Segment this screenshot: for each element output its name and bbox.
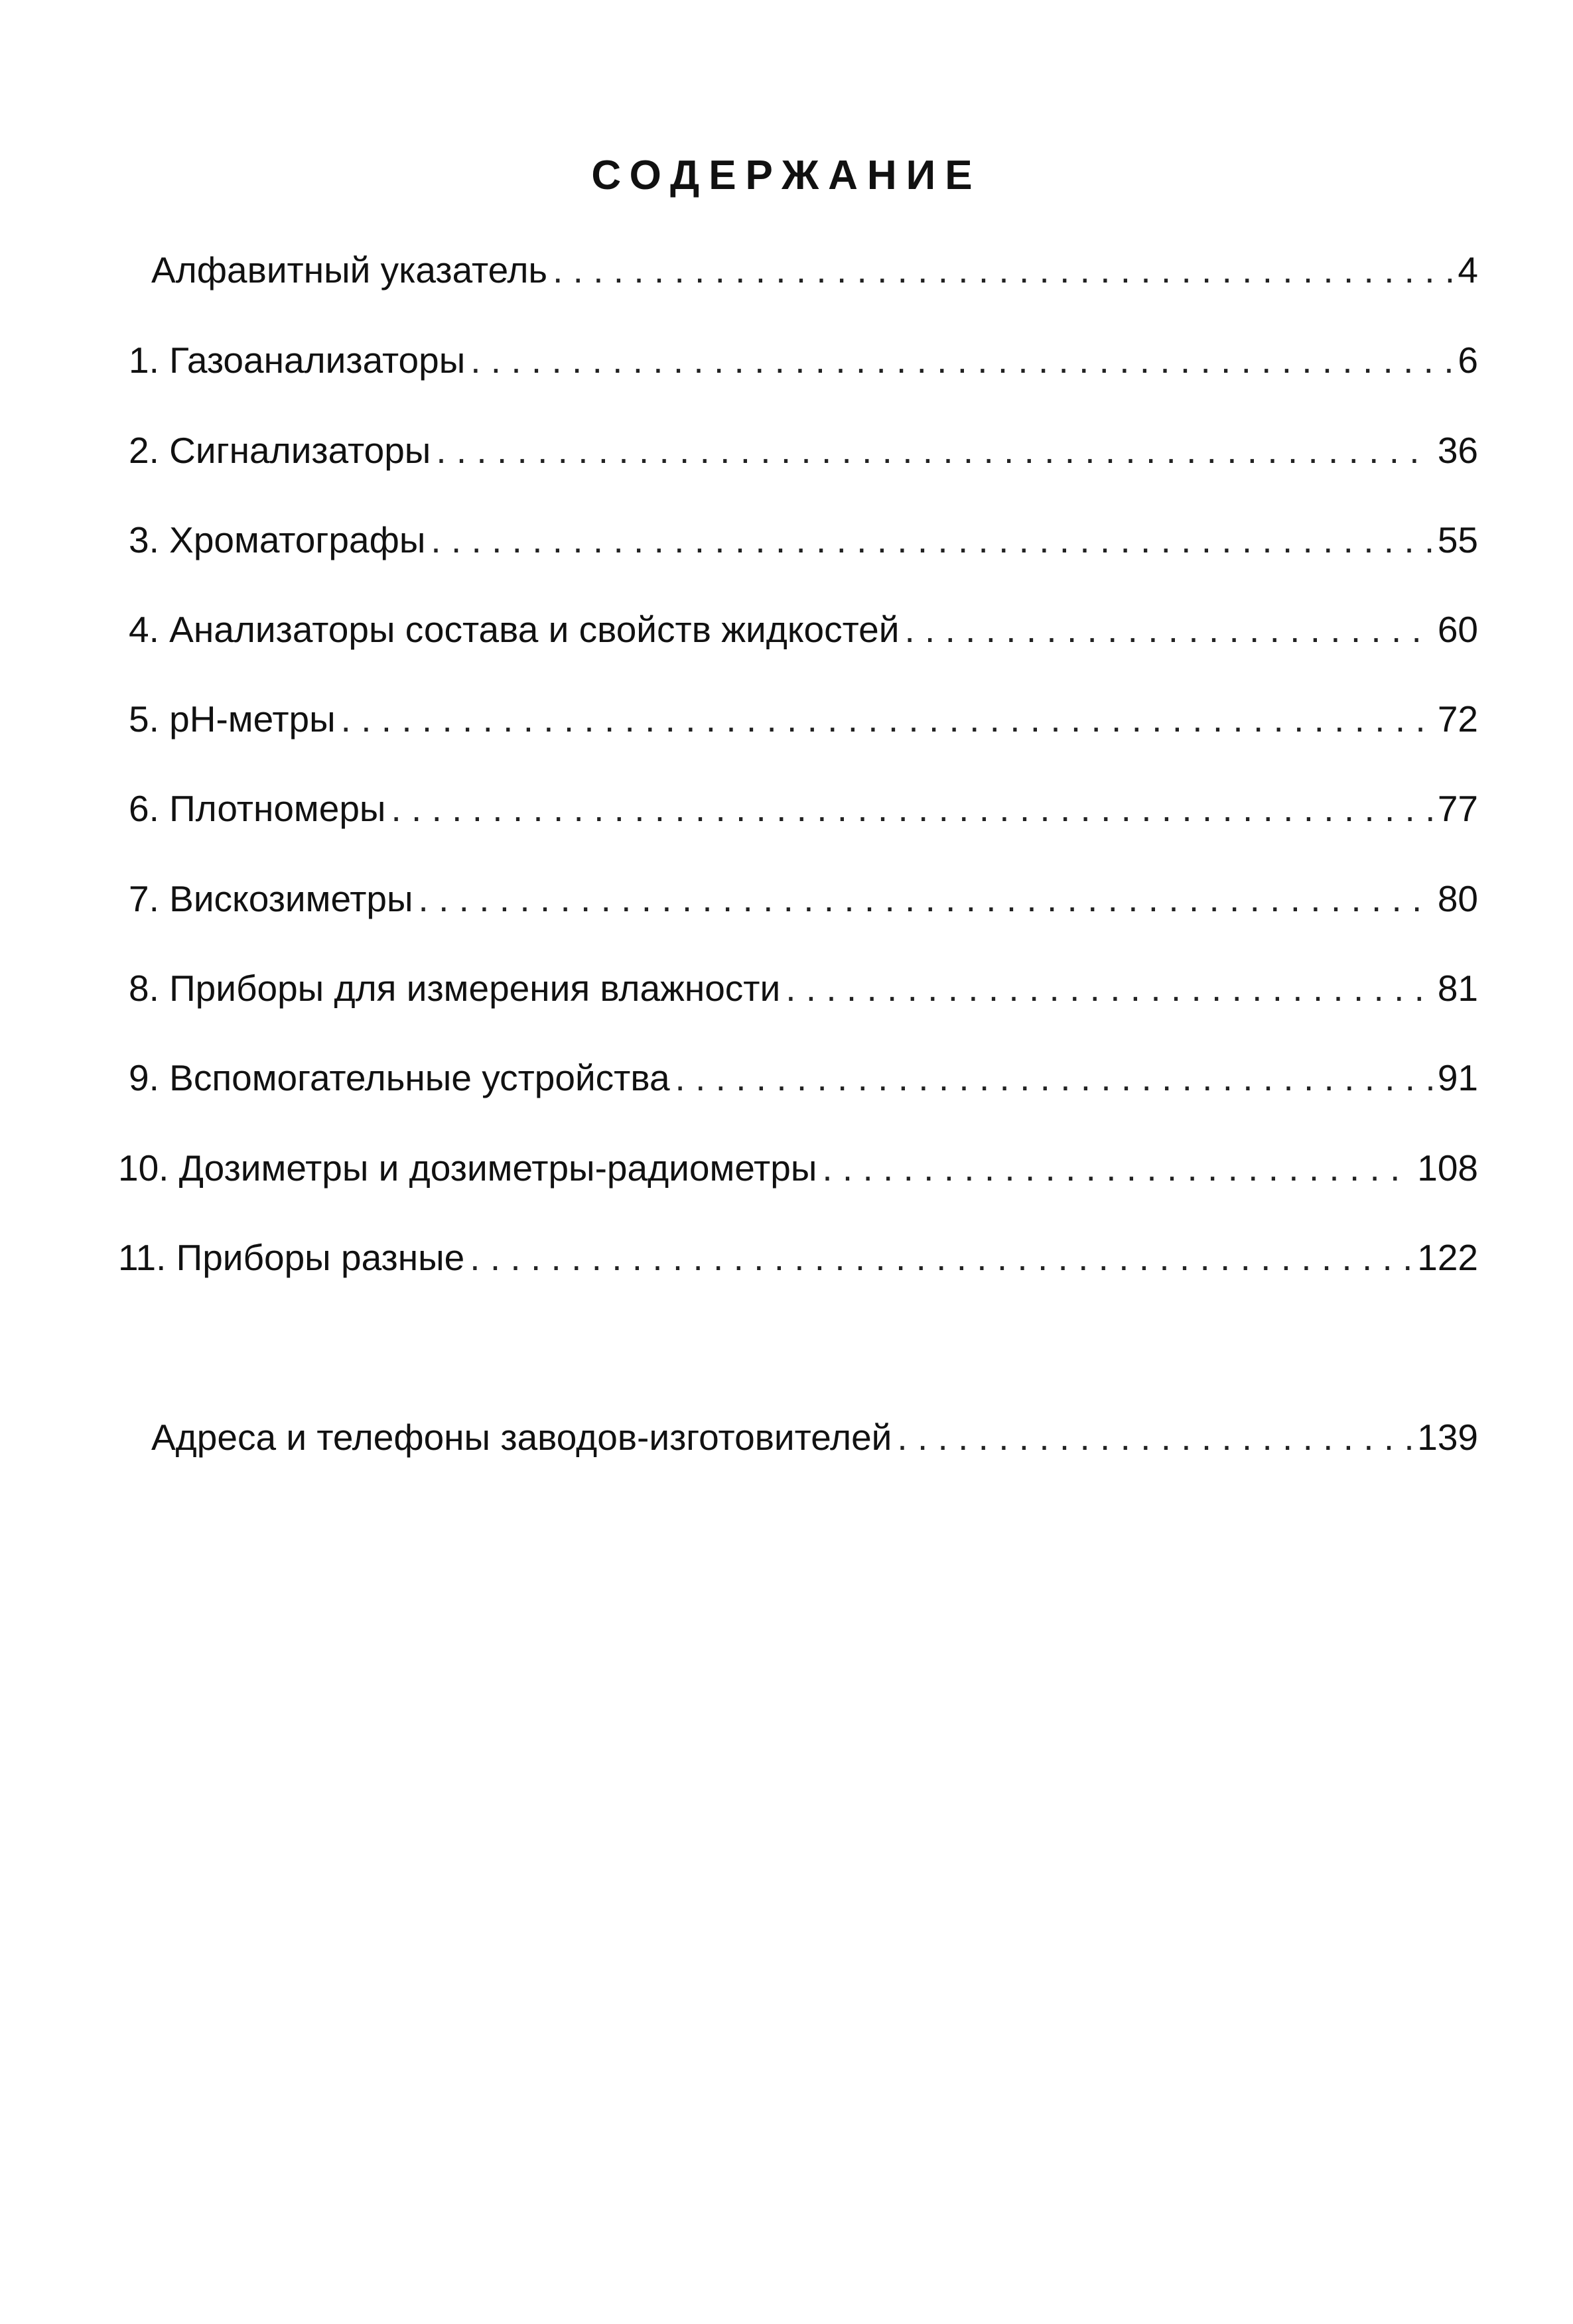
dot-leader: [786, 965, 1432, 1011]
dot-leader: [470, 337, 1452, 383]
toc-entry-label: 8. Приборы для измерения влажности: [129, 968, 781, 1009]
toc-entry-page: 108: [1417, 1147, 1478, 1189]
toc-entry-page: 77: [1437, 788, 1478, 829]
toc-entry-label: 1. Газоанализаторы: [129, 340, 466, 381]
toc-entry-page: 4: [1458, 249, 1478, 290]
dot-leader: [431, 517, 1432, 563]
toc-entry-label: 11. Приборы разные: [118, 1237, 465, 1278]
dot-leader: [470, 1234, 1412, 1281]
page-title: СОДЕРЖАНИЕ: [591, 153, 982, 198]
dot-leader: [897, 1414, 1412, 1460]
toc-entry-10[interactable]: [118, 1145, 1478, 1191]
toc-entry-7[interactable]: [129, 875, 1478, 922]
toc-entry-2[interactable]: [129, 427, 1478, 474]
toc-entry-6[interactable]: [129, 785, 1478, 832]
toc-entry-label: 9. Вспомогательные устройства: [129, 1057, 670, 1098]
toc-entry-page: 6: [1458, 340, 1478, 381]
toc-entry-11[interactable]: [118, 1234, 1478, 1281]
dot-leader: [822, 1145, 1412, 1191]
toc-entry-label: 10. Дозиметры и дозиметры-радиометры: [118, 1147, 817, 1189]
toc-entry-9[interactable]: [129, 1055, 1478, 1101]
toc-entry-page: 139: [1417, 1417, 1478, 1458]
toc-entry-label: 7. Вискозиметры: [129, 878, 413, 919]
toc-entry-page: 36: [1437, 430, 1478, 471]
toc-entry-4[interactable]: [129, 606, 1478, 653]
toc-entry-8[interactable]: [129, 965, 1478, 1011]
toc-entry-3[interactable]: [129, 517, 1478, 563]
toc-entry-index[interactable]: [151, 247, 1478, 293]
dot-leader: [419, 875, 1432, 922]
toc-entry-label: 5. рН-метры: [129, 698, 336, 740]
dot-leader: [553, 247, 1452, 293]
toc-entry-appendix[interactable]: [151, 1414, 1478, 1460]
dot-leader: [391, 785, 1432, 832]
toc-entry-page: 72: [1437, 698, 1478, 740]
dot-leader: [904, 606, 1432, 653]
toc-entry-page: 60: [1437, 609, 1478, 650]
toc-entry-label: 6. Плотномеры: [129, 788, 386, 829]
toc-entry-label: 3. Хроматографы: [129, 519, 426, 560]
dot-leader: [341, 696, 1432, 742]
toc-entry-page: 55: [1437, 519, 1478, 560]
toc-entry-label: 2. Сигнализаторы: [129, 430, 431, 471]
toc-entry-label: 4. Анализаторы состава и свойств жидкостей: [129, 609, 900, 650]
toc-entry-label: Адреса и телефоны заводов-изготовителей: [151, 1417, 892, 1458]
toc-entry-page: 81: [1437, 968, 1478, 1009]
toc-entry-page: 80: [1437, 878, 1478, 919]
toc-entry-label: Алфавитный указатель: [151, 249, 548, 290]
toc-entry-5[interactable]: [129, 696, 1478, 742]
toc-entry-page: 122: [1417, 1237, 1478, 1278]
dot-leader: [675, 1055, 1432, 1101]
dot-leader: [436, 427, 1432, 474]
toc-entry-1[interactable]: [129, 337, 1478, 383]
toc-entry-page: 91: [1437, 1057, 1478, 1098]
